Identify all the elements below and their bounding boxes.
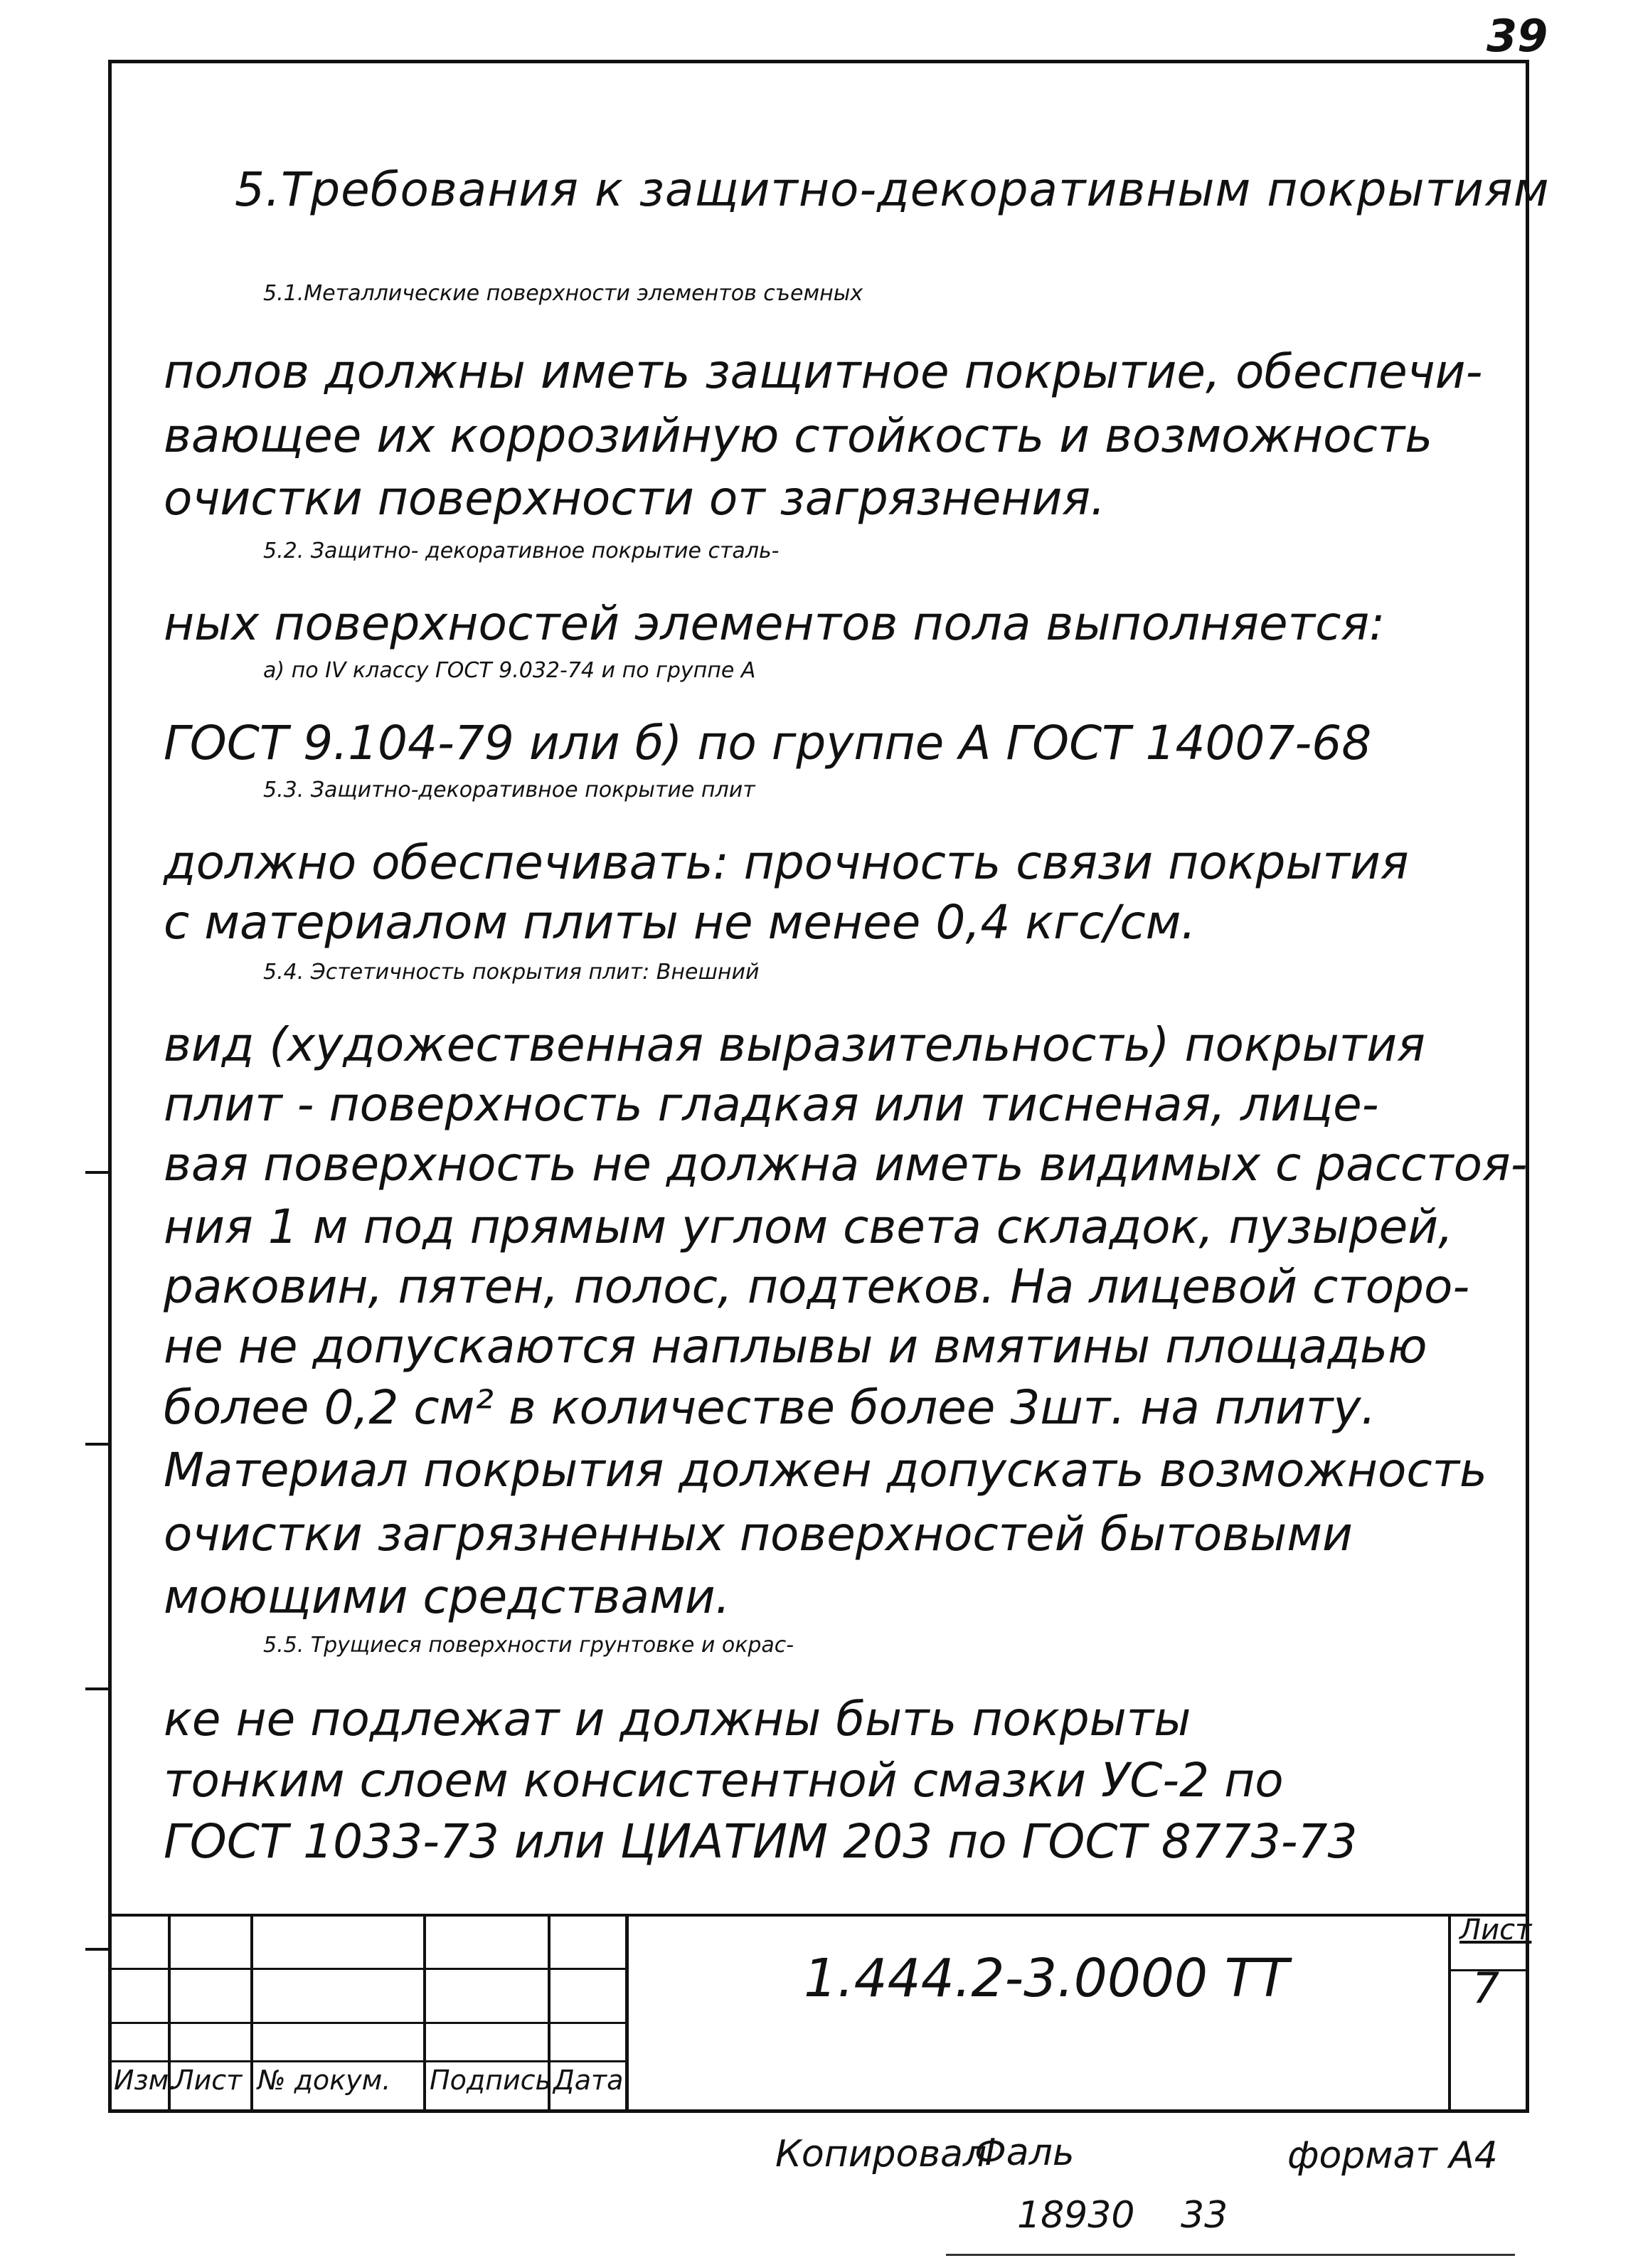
text-line: вид (художественная выразительность) покрытия bbox=[164, 1017, 1425, 1072]
copied-label: Копировал bbox=[775, 2133, 987, 2176]
margin-tick bbox=[85, 1443, 111, 1446]
tb-rule bbox=[423, 1914, 426, 2113]
order-page: 33 bbox=[1181, 2194, 1228, 2237]
margin-tick bbox=[85, 1948, 111, 1951]
text-line: ке не подлежат и должны быть покрыты bbox=[164, 1692, 1191, 1747]
text-line: 5.2. Защитно- декоративное покрытие сталь- bbox=[263, 539, 780, 563]
document-number: 1.444.2-3.0000 ТТ bbox=[804, 1948, 1289, 2009]
text-line: а) по IV классу ГОСТ 9.032-74 и по группе А bbox=[263, 658, 756, 683]
text-line: моющими средствами. bbox=[164, 1569, 730, 1624]
text-line: не не допускаются наплывы и вмятины площадью bbox=[164, 1319, 1427, 1374]
text-line: очистки загрязненных поверхностей бытовыми bbox=[164, 1507, 1353, 1562]
text-line: очистки поверхности от загрязнения. bbox=[164, 471, 1106, 526]
tb-rule bbox=[625, 1914, 629, 2113]
page-number: 39 bbox=[1487, 10, 1548, 62]
caption-revision: Изм. bbox=[114, 2065, 178, 2096]
text-line: должно обеспечивать: прочность связи покрытия bbox=[164, 835, 1409, 890]
caption-signature: Подпись bbox=[430, 2065, 551, 2096]
bottom-rule bbox=[946, 2254, 1515, 2256]
text-line: ГОСТ 1033-73 или ЦИАТИМ 203 по ГОСТ 8773-73 bbox=[164, 1814, 1358, 1869]
text-line: Материал покрытия должен допускать возможность bbox=[164, 1443, 1487, 1498]
copied-signature: Фаль bbox=[974, 2131, 1075, 2174]
tb-rule bbox=[112, 1914, 1526, 1917]
text-line: с материалом плиты не менее 0,4 кгс/см. bbox=[164, 895, 1196, 950]
format-label: формат А4 bbox=[1287, 2134, 1498, 2177]
margin-tick bbox=[85, 1687, 111, 1690]
section-heading: 5.Требования к защитно-декоративным покрытиям bbox=[235, 162, 1550, 217]
caption-sheet: Лист bbox=[174, 2065, 243, 2096]
order-number: 18930 bbox=[1017, 2194, 1135, 2237]
sheet-label: Лист bbox=[1459, 1914, 1532, 1946]
caption-doc-no: № докум. bbox=[257, 2065, 391, 2096]
tb-rule bbox=[250, 1914, 253, 2113]
text-line: ния 1 м под прямым углом света складок, пузырей, bbox=[164, 1199, 1454, 1254]
text-line: 5.1.Металлические поверхности элементов съемных bbox=[263, 281, 863, 306]
text-line: вающее их коррозийную стойкость и возможность bbox=[164, 408, 1433, 463]
caption-date: Дата bbox=[553, 2065, 624, 2096]
text-line: 5.4. Эстетичность покрытия плит: Внешний bbox=[263, 960, 760, 985]
text-line: тонким слоем консистентной смазки УС-2 по bbox=[164, 1753, 1284, 1808]
text-line: 5.3. Защитно-декоративное покрытие плит bbox=[263, 778, 755, 802]
sheet-number: 7 bbox=[1472, 1964, 1500, 2013]
text-line: 5.5. Трущиеся поверхности грунтовке и окрас- bbox=[263, 1633, 794, 1658]
tb-rule bbox=[1448, 1914, 1451, 2113]
text-line: вая поверхность не должна иметь видимых с расстоя- bbox=[164, 1137, 1528, 1192]
text-line: плит - поверхность гладкая или тисненая, лице- bbox=[164, 1077, 1379, 1132]
text-line: ных поверхностей элементов пола выполняется: bbox=[164, 596, 1386, 651]
text-line: ГОСТ 9.104-79 или б) по группе А ГОСТ 14007-68 bbox=[164, 716, 1372, 770]
text-line: более 0,2 см² в количестве более 3шт. на плиту. bbox=[164, 1380, 1376, 1435]
margin-tick bbox=[85, 1171, 111, 1174]
text-line: полов должны иметь защитное покрытие, обеспечи- bbox=[164, 344, 1483, 399]
text-line: раковин, пятен, полос, подтеков. На лицевой сторо- bbox=[164, 1259, 1470, 1314]
